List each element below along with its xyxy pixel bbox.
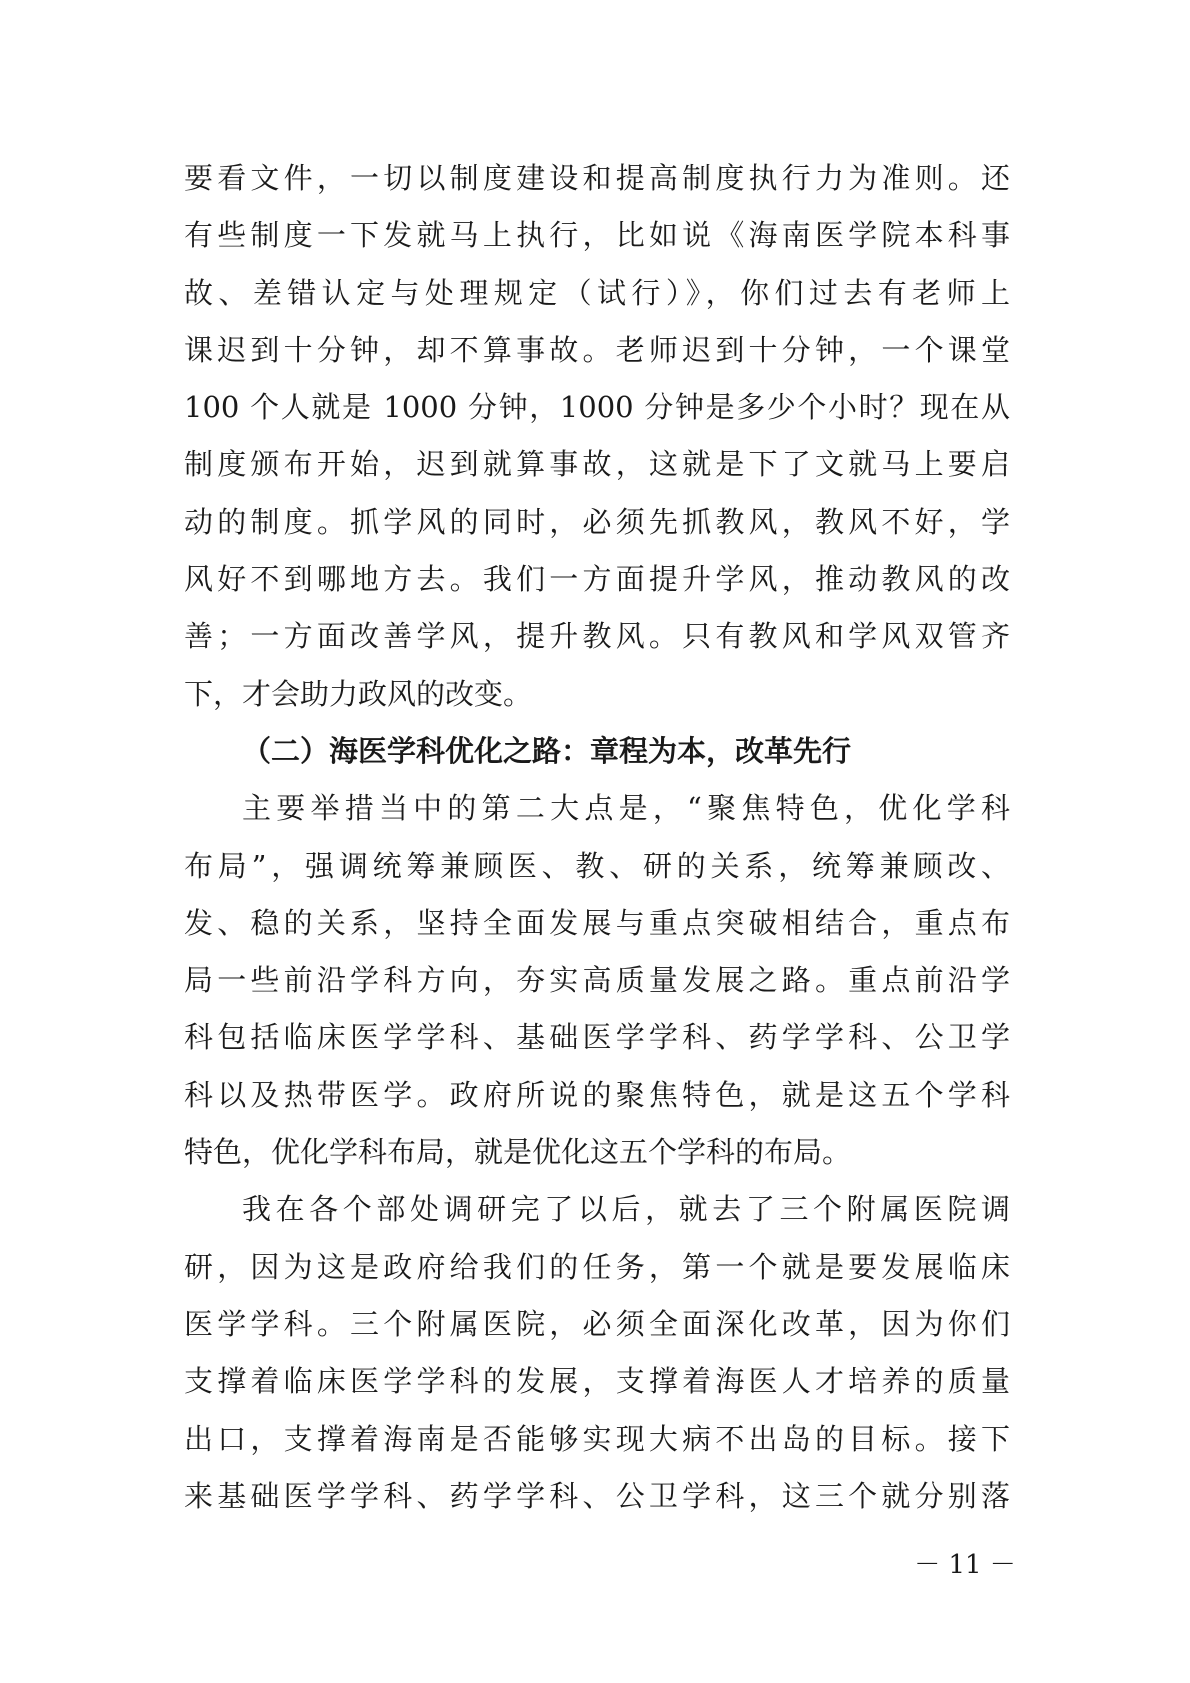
text-line: 善；一方面改善学风，提升教风。只有教风和学风双管齐: [184, 619, 1010, 654]
text-line: 局一些前沿学科方向，夯实高质量发展之路。重点前沿学: [184, 963, 1010, 998]
text-line: 我在各个部处调研完了以后，就去了三个附属医院调: [242, 1192, 1010, 1227]
text-line: 有些制度一下发就马上执行，比如说《海南医学院本科事: [184, 218, 1010, 253]
text-line: 制度颁布开始，迟到就算事故，这就是下了文就马上要启: [184, 447, 1010, 482]
section-heading: （二）海医学科优化之路：章程为本，改革先行: [242, 733, 852, 768]
text-line: 课迟到十分钟，却不算事故。老师迟到十分钟，一个课堂: [184, 332, 1010, 367]
text-line: 发、稳的关系，坚持全面发展与重点突破相结合，重点布: [184, 905, 1010, 940]
text-line: 出口，支撑着海南是否能够实现大病不出岛的目标。接下: [184, 1421, 1010, 1456]
text-line: 故、差错认定与处理规定（试行）》，你们过去有老师上: [184, 275, 1010, 310]
text-line: 布局”，强调统筹兼顾医、教、研的关系，统筹兼顾改、: [184, 848, 1010, 883]
text-line: 科以及热带医学。政府所说的聚焦特色，就是这五个学科: [184, 1077, 1010, 1112]
text-line: 下，才会助力政风的改变。: [184, 676, 533, 711]
text-line: 支撑着临床医学学科的发展，支撑着海医人才培养的质量: [184, 1364, 1010, 1399]
text-line: 来基础医学学科、药学学科、公卫学科，这三个就分别落: [184, 1478, 1010, 1513]
text-line: 医学学科。三个附属医院，必须全面深化改革，因为你们: [184, 1306, 1010, 1341]
body-text: [184, 150, 1010, 1525]
text-line: 动的制度。抓学风的同时，必须先抓教风，教风不好，学: [184, 504, 1010, 539]
text-line: 特色，优化学科布局，就是优化这五个学科的布局。: [184, 1135, 852, 1170]
text-line: 风好不到哪地方去。我们一方面提升学风，推动教风的改: [184, 562, 1010, 597]
page-number: － 11 －: [914, 1550, 1016, 1580]
text-line: 100 个人就是 1000 分钟，1000 分钟是多少个小时？现在从: [184, 390, 1010, 425]
text-line: 科包括临床医学学科、基础医学学科、药学学科、公卫学: [184, 1020, 1010, 1055]
text-line: 主要举措当中的第二大点是，“聚焦特色，优化学科: [242, 791, 1010, 826]
text-line: 研，因为这是政府给我们的任务，第一个就是要发展临床: [184, 1249, 1010, 1284]
text-line: 要看文件，一切以制度建设和提高制度执行力为准则。还: [184, 161, 1010, 195]
